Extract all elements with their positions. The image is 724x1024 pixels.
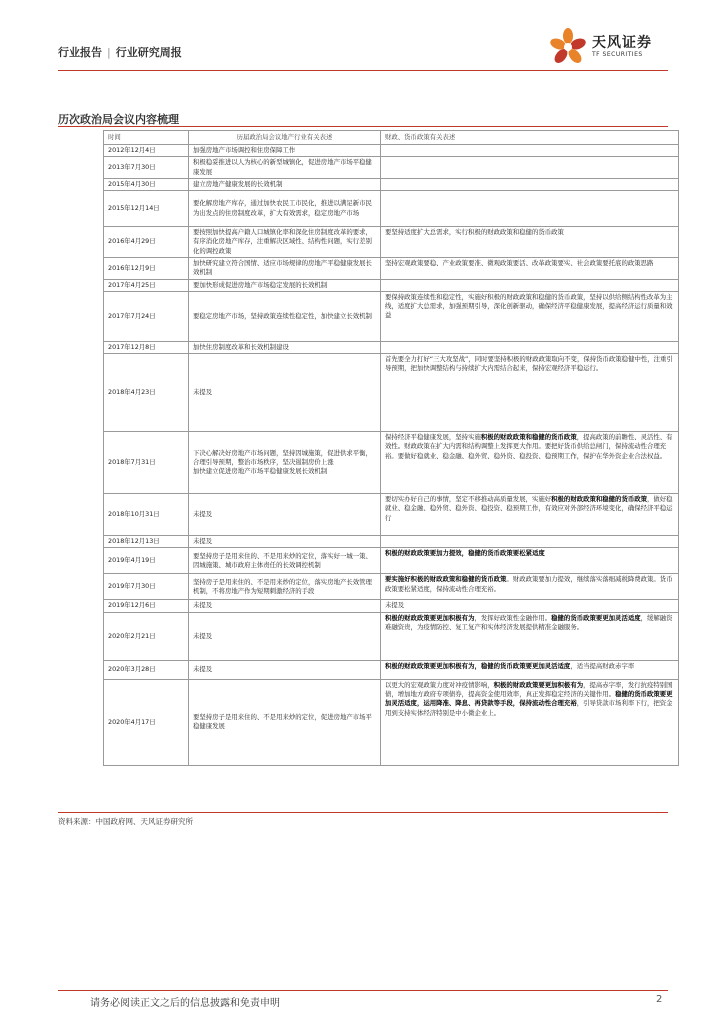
page-header: [58, 35, 668, 68]
row-fiscal-text: [381, 494, 679, 536]
header-divider: [58, 70, 668, 71]
table-row: [104, 341, 679, 353]
table-row: [104, 178, 679, 190]
row-date: 2016年12月9日: [104, 257, 189, 279]
section-title-divider: [58, 126, 668, 127]
row-date: 2013年7月30日: [104, 157, 189, 179]
row-fiscal-text: [381, 227, 679, 258]
table-row: [104, 354, 679, 432]
realestate-paragraph: 建立房地产健康发展的长效机制: [193, 179, 283, 188]
header-date: 时间: [104, 131, 189, 145]
row-date: 2017年12月8日: [104, 341, 189, 353]
row-realestate-text: [189, 257, 381, 279]
fiscal-emphasis-text: 稳健的货币政策要更加灵活适度，运用降准、降息、再贷款等手段，保持流动性合理充裕: [385, 689, 673, 708]
realestate-paragraph: 要坚持房子是用来住的、不是用来炒的定位，落实好一城一策、因城施策、城市政府主体责任的长效调控机制: [193, 551, 372, 569]
row-realestate-text: [189, 145, 381, 157]
realestate-paragraph: 坚持房子是用来住的、不是用来炒的定位，落实房地产长效管理机制，不将房地产作为短期刺激经济的手段: [193, 577, 372, 595]
report-subtype: 行业研究周报: [115, 46, 182, 59]
fiscal-emphasis-text: 稳健的货币政策要更加灵活适度: [551, 613, 641, 622]
flower-logo-icon: [548, 26, 588, 66]
row-realestate-text: [189, 679, 381, 765]
source-note: 资料来源：中国政府网、天风证券研究所: [58, 817, 193, 826]
row-fiscal-text: [381, 612, 679, 660]
fiscal-emphasis-text: 积极的财政政策要更加积极有为: [385, 613, 475, 622]
row-date: 2017年4月25日: [104, 279, 189, 291]
table-row: [104, 227, 679, 258]
realestate-paragraph: 下决心解决好房地产市场问题，坚持因城施策，促进供求平衡，合理引导预期，整治市场秩序，坚决遏制房价上涨: [193, 448, 372, 466]
row-date: 2012年12月4日: [104, 145, 189, 157]
table-row: [104, 600, 679, 612]
row-realestate-text: [189, 660, 381, 679]
row-realestate-text: [189, 341, 381, 353]
realestate-paragraph: 积极稳妥推进以人为核心的新型城镇化，促进房地产市场平稳健康发展: [193, 158, 372, 176]
row-fiscal-text: [381, 548, 679, 574]
row-fiscal-text: [381, 157, 679, 179]
row-fiscal-text: [381, 257, 679, 279]
table-row: [104, 494, 679, 536]
row-realestate-text: [189, 574, 381, 600]
row-realestate-text: [189, 494, 381, 536]
fiscal-text: ，做好稳就业、稳金融、稳外贸、稳外资、稳投资、稳预期工作，有效应对外部经济环境变化，确保经济平稳运行: [385, 495, 673, 522]
fiscal-text: ，发挥好政策性金融作用。: [474, 613, 552, 622]
table-row: [104, 191, 679, 227]
fiscal-text: 。财政政策要加力提效，继续落实落细减税降费政策。货币政策要松紧适度，保持流动性合理充裕。: [385, 575, 673, 593]
fiscal-text: 要切实办好自己的事情，坚定不移推动高质量发展，实施好: [385, 495, 552, 504]
realestate-paragraph: 未提及: [193, 601, 213, 610]
table-row: [104, 257, 679, 279]
fiscal-emphasis-text: 要实施好积极的财政政策和稳健的货币政策: [385, 575, 507, 584]
row-date: 2018年12月13日: [104, 536, 189, 548]
fiscal-emphasis-text: 积极的财政政策要加力提效，稳健的货币政策要松紧适度: [385, 549, 545, 558]
row-realestate-text: [189, 178, 381, 190]
row-fiscal-text: [381, 679, 679, 765]
realestate-paragraph: 加快研究建立符合国情、适应市场规律的房地产平稳健康发展长效机制: [193, 258, 372, 277]
fiscal-text: 未提及: [385, 601, 405, 610]
row-realestate-text: [189, 279, 381, 291]
row-fiscal-text: [381, 432, 679, 494]
table-row: [104, 612, 679, 660]
page-number: 2: [656, 994, 663, 1005]
realestate-paragraph: 要加快形成促进房地产市场稳定发展的长效机制: [193, 280, 328, 289]
row-fiscal-text: [381, 600, 679, 612]
footer-divider: [58, 990, 668, 991]
row-fiscal-text: [381, 178, 679, 190]
row-date: 2019年12月6日: [104, 600, 189, 612]
fiscal-emphasis-text: 积极的财政政策和稳健的货币政策: [480, 433, 577, 442]
fiscal-text: 要坚持适度扩大总需求，实行积极的财政政策和稳健的货币政策: [385, 228, 564, 237]
row-date: 2017年7月24日: [104, 291, 189, 341]
fiscal-text: ，缓解融资难融资贵，为疫情防控、复工复产和实体经济发展提供精准金融服务。: [385, 613, 673, 631]
footer-disclaimer: 请务必阅读正文之后的信息披露和免责申明: [90, 998, 280, 1009]
table-row: [104, 536, 679, 548]
row-date: 2020年3月28日: [104, 660, 189, 679]
table-row: [104, 157, 679, 179]
row-date: 2019年4月19日: [104, 548, 189, 574]
fiscal-text: 保持经济平稳健康发展，坚持实施: [385, 433, 481, 442]
fiscal-text: ，提高赤字率，发行抗疫特别国债，增加地方政府专项债券，提高资金使用效率，真正发挥稳定经济的关键作用。: [385, 680, 673, 698]
row-date: 2018年10月31日: [104, 494, 189, 536]
fiscal-emphasis-text: 积极的财政政策要更加积极有为，稳健的货币政策要更加灵活适度: [385, 661, 571, 670]
row-realestate-text: [189, 291, 381, 341]
row-realestate-text: [189, 227, 381, 258]
row-date: 2018年7月31日: [104, 432, 189, 494]
company-logo: [548, 26, 668, 66]
realestate-paragraph: 未提及: [193, 631, 213, 640]
row-realestate-text: [189, 612, 381, 660]
realestate-paragraph: 加快建立促进房地产市场平稳健康发展长效机制: [193, 467, 328, 476]
realestate-paragraph: 要化解房地产库存，通过加快农民工市民化，推进以满足新市民为出发点的住房制度改革，扩大有效需求，稳定房地产市场: [193, 199, 372, 217]
row-fiscal-text: [381, 291, 679, 341]
row-date: 2020年2月21日: [104, 612, 189, 660]
breadcrumb-separator: |: [107, 46, 111, 59]
row-fiscal-text: [381, 574, 679, 600]
table-row: [104, 548, 679, 574]
row-fiscal-text: [381, 279, 679, 291]
realestate-paragraph: 要按照加快提高户籍人口城镇化率和深化住房制度改革的要求，有序消化房地产库存，注重解决区域性、结构性问题，实行差别化的调控政策: [193, 228, 372, 255]
table-row: [104, 660, 679, 679]
realestate-paragraph: 要坚持房子是用来住的、不是用来炒的定位，促进房地产市场平稳健康发展: [193, 712, 372, 731]
fiscal-text: ，引导贷款市场利率下行，把资金用到支持实体经济特别是中小微企业上。: [385, 699, 673, 717]
realestate-paragraph: 要稳定房地产市场，坚持政策连续性稳定性，加快建立长效机制: [193, 311, 372, 320]
row-date: 2016年4月29日: [104, 227, 189, 258]
fiscal-text: 坚持宏观政策要稳、产业政策要准、微观政策要活、改革政策要实、社会政策要托底的政策思路: [385, 258, 654, 267]
row-date: 2020年4月17日: [104, 679, 189, 765]
row-fiscal-text: [381, 191, 679, 227]
row-realestate-text: [189, 600, 381, 612]
row-fiscal-text: [381, 660, 679, 679]
brand-name: 天风证券: [592, 35, 652, 51]
row-realestate-text: [189, 536, 381, 548]
table-row: [104, 679, 679, 765]
table-row: [104, 574, 679, 600]
row-realestate-text: [189, 432, 381, 494]
source-divider: [58, 812, 668, 813]
table-row: [104, 279, 679, 291]
realestate-paragraph: 加快住房制度改革和长效机制建设: [193, 342, 289, 351]
fiscal-text: 要保持政策连续性和稳定性，实施好积极的财政政策和稳健的货币政策，坚持以供给侧结构性改革为主线，适度扩大总需求，加强预期引导，深化创新驱动，确保经济平稳健康发展，提高经济运行质量和效益: [385, 292, 673, 320]
row-fiscal-text: [381, 145, 679, 157]
table-row: [104, 291, 679, 341]
fiscal-text: ，提高政策的前瞻性、灵活性、有效性。财政政策在扩大内需和结构调整上发挥更大作用。要把好货币供给总闸门，保持流动性合理充裕。要做好稳就业、稳金融、稳外贸、稳外资、稳投资、稳预期工作，保护在华外资企业合法权益。: [385, 433, 673, 460]
fiscal-text: 以更大的宏观政策力度对冲疫情影响，: [385, 680, 494, 689]
row-realestate-text: [189, 548, 381, 574]
row-fiscal-text: [381, 354, 679, 432]
row-date: 2019年7月30日: [104, 574, 189, 600]
fiscal-text: 首先要全力打好“三大攻坚战”，同时要坚持积极的财政政策取向不变，保持货币政策稳健中性，注重引导预期，把加快调整结构与持续扩大内需结合起来，保持宏观经济平稳运行。: [385, 355, 673, 373]
row-realestate-text: [189, 354, 381, 432]
row-fiscal-text: [381, 536, 679, 548]
table-header-row: [104, 131, 679, 145]
row-fiscal-text: [381, 341, 679, 353]
row-date: 2015年12月14日: [104, 191, 189, 227]
row-realestate-text: [189, 191, 381, 227]
realestate-paragraph: 未提及: [193, 387, 213, 396]
realestate-paragraph: 未提及: [193, 537, 213, 546]
row-realestate-text: [189, 157, 381, 179]
fiscal-emphasis-text: 积极的财政政策和稳健的货币政策: [551, 495, 648, 504]
fiscal-text: ，适当提高财政赤字率: [570, 661, 635, 670]
table-row: [104, 145, 679, 157]
row-date: 2018年4月23日: [104, 354, 189, 432]
breadcrumb: [58, 44, 182, 60]
realestate-paragraph: 未提及: [193, 665, 213, 674]
politburo-table: [103, 130, 679, 766]
header-realestate: 历届政治局会议地产行业有关表述: [189, 131, 381, 145]
header-fiscal-monetary: 财政、货币政策有关表述: [381, 131, 679, 145]
section-title: 历次政治局会议内容梳理: [58, 113, 179, 126]
realestate-paragraph: 未提及: [193, 509, 213, 518]
realestate-paragraph: 加强房地产市场调控和住房保障工作: [193, 146, 296, 154]
table-row: [104, 432, 679, 494]
row-date: 2015年4月30日: [104, 178, 189, 190]
report-type: 行业报告: [58, 46, 102, 59]
brand-name-en: TF SECURITIES: [592, 51, 643, 58]
fiscal-emphasis-text: 积极的财政政策要更加积极有为: [493, 680, 584, 689]
